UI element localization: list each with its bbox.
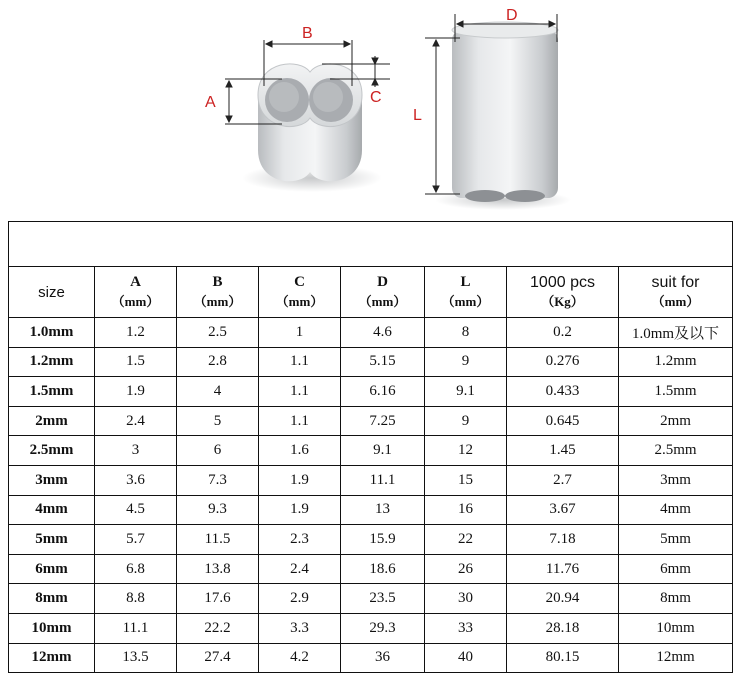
- cell-b: 22.2: [177, 613, 259, 643]
- header-label: C: [294, 274, 305, 290]
- cell-weight-1000pcs: 7.18: [507, 525, 619, 555]
- sleeve-end-view: [242, 64, 382, 192]
- cell-size: 1.0mm: [9, 318, 95, 348]
- cell-weight-1000pcs: 0.645: [507, 406, 619, 436]
- cell-size: 1.5mm: [9, 377, 95, 407]
- cell-b: 6: [177, 436, 259, 466]
- table-row: [9, 613, 733, 643]
- table-row: [9, 377, 733, 407]
- cell-size: 10mm: [9, 613, 95, 643]
- cell-d: 6.16: [341, 377, 425, 407]
- cell-l: 9.1: [425, 377, 507, 407]
- table-row: [9, 495, 733, 525]
- header-unit: （mm）: [441, 294, 490, 309]
- cell-b: 5: [177, 406, 259, 436]
- cell-weight-1000pcs: 1.45: [507, 436, 619, 466]
- cell-size: 2.5mm: [9, 436, 95, 466]
- cell-size: 1.2mm: [9, 347, 95, 377]
- cell-c: 1.9: [259, 465, 341, 495]
- cell-a: 3: [95, 436, 177, 466]
- cell-d: 18.6: [341, 554, 425, 584]
- cell-l: 9: [425, 347, 507, 377]
- header-unit: （mm）: [111, 294, 160, 309]
- cell-l: 12: [425, 436, 507, 466]
- cell-c: 1: [259, 318, 341, 348]
- header-size: [9, 267, 95, 318]
- cell-size: 8mm: [9, 584, 95, 614]
- header-label: suit for: [651, 274, 700, 291]
- cell-c: 1.1: [259, 377, 341, 407]
- cell-l: 40: [425, 643, 507, 673]
- cell-b: 2.8: [177, 347, 259, 377]
- cell-weight-1000pcs: 0.276: [507, 347, 619, 377]
- cell-a: 11.1: [95, 613, 177, 643]
- cell-suit-for: 2mm: [619, 406, 733, 436]
- header-label: D: [377, 274, 388, 290]
- cell-d: 4.6: [341, 318, 425, 348]
- sleeve-side-view: [435, 22, 571, 210]
- header-unit: （mm）: [275, 294, 324, 309]
- header-label: 1000 pcs: [530, 274, 595, 291]
- cell-size: 6mm: [9, 554, 95, 584]
- cell-b: 11.5: [177, 525, 259, 555]
- header-c: [259, 267, 341, 318]
- cell-suit-for: 5mm: [619, 525, 733, 555]
- cell-size: 3mm: [9, 465, 95, 495]
- cell-weight-1000pcs: 80.15: [507, 643, 619, 673]
- cell-suit-for: 1.2mm: [619, 347, 733, 377]
- cell-weight-1000pcs: 2.7: [507, 465, 619, 495]
- header-l: [425, 267, 507, 318]
- table-row: [9, 643, 733, 673]
- cell-d: 29.3: [341, 613, 425, 643]
- cell-c: 3.3: [259, 613, 341, 643]
- header-label: B: [212, 274, 223, 290]
- header-unit: （mm）: [651, 294, 700, 309]
- cell-b: 2.5: [177, 318, 259, 348]
- cell-suit-for: 3mm: [619, 465, 733, 495]
- cell-c: 2.4: [259, 554, 341, 584]
- header-weight: [507, 267, 619, 318]
- cell-weight-1000pcs: 0.433: [507, 377, 619, 407]
- cell-c: 2.3: [259, 525, 341, 555]
- table-row: [9, 436, 733, 466]
- cell-l: 33: [425, 613, 507, 643]
- cell-weight-1000pcs: 3.67: [507, 495, 619, 525]
- cell-weight-1000pcs: 0.2: [507, 318, 619, 348]
- cell-c: 4.2: [259, 643, 341, 673]
- cell-a: 8.8: [95, 584, 177, 614]
- cell-suit-for: 1.0mm及以下: [619, 318, 733, 348]
- cell-c: 1.9: [259, 495, 341, 525]
- cell-a: 3.6: [95, 465, 177, 495]
- header-unit: （mm）: [358, 294, 407, 309]
- table-row: [9, 347, 733, 377]
- cell-b: 27.4: [177, 643, 259, 673]
- cell-d: 11.1: [341, 465, 425, 495]
- cell-weight-1000pcs: 20.94: [507, 584, 619, 614]
- cell-suit-for: 8mm: [619, 584, 733, 614]
- cell-a: 2.4: [95, 406, 177, 436]
- cell-c: 1.1: [259, 347, 341, 377]
- cell-d: 36: [341, 643, 425, 673]
- table-row: [9, 584, 733, 614]
- cell-l: 30: [425, 584, 507, 614]
- header-a: [95, 267, 177, 318]
- table-row: [9, 554, 733, 584]
- header-label: size: [38, 283, 65, 301]
- cell-size: 2mm: [9, 406, 95, 436]
- header-label: A: [130, 274, 141, 290]
- dim-label-a: A: [205, 94, 216, 111]
- dim-label-d: D: [506, 7, 518, 24]
- cell-size: 4mm: [9, 495, 95, 525]
- spec-table: [8, 221, 733, 673]
- cell-l: 9: [425, 406, 507, 436]
- table-body: [9, 222, 733, 673]
- table-row: [9, 318, 733, 348]
- header-d: [341, 267, 425, 318]
- header-unit: （mm）: [193, 294, 242, 309]
- cell-suit-for: 1.5mm: [619, 377, 733, 407]
- cell-d: 23.5: [341, 584, 425, 614]
- cell-c: 1.1: [259, 406, 341, 436]
- cell-l: 8: [425, 318, 507, 348]
- table-row: [9, 525, 733, 555]
- cell-a: 1.9: [95, 377, 177, 407]
- header-unit: （Kg）: [541, 294, 584, 309]
- table-row: [9, 465, 733, 495]
- header-suit-for: [619, 267, 733, 318]
- cell-size: 5mm: [9, 525, 95, 555]
- cell-suit-for: 6mm: [619, 554, 733, 584]
- cell-size: 12mm: [9, 643, 95, 673]
- cell-weight-1000pcs: 11.76: [507, 554, 619, 584]
- cell-l: 26: [425, 554, 507, 584]
- dim-label-c: C: [370, 89, 382, 106]
- cell-d: 13: [341, 495, 425, 525]
- cell-a: 6.8: [95, 554, 177, 584]
- dim-label-l: L: [413, 107, 422, 124]
- cell-b: 17.6: [177, 584, 259, 614]
- cell-suit-for: 2.5mm: [619, 436, 733, 466]
- cell-d: 15.9: [341, 525, 425, 555]
- cell-a: 5.7: [95, 525, 177, 555]
- dim-label-b: B: [302, 25, 313, 42]
- header-label: L: [460, 274, 471, 290]
- cell-c: 2.9: [259, 584, 341, 614]
- header-b: [177, 267, 259, 318]
- cell-b: 9.3: [177, 495, 259, 525]
- table-row: [9, 406, 733, 436]
- cell-d: 5.15: [341, 347, 425, 377]
- table-caption: [9, 222, 733, 267]
- table-caption-row: [9, 222, 733, 267]
- cell-b: 7.3: [177, 465, 259, 495]
- product-figure: [0, 0, 740, 220]
- cell-b: 4: [177, 377, 259, 407]
- cell-l: 22: [425, 525, 507, 555]
- cell-a: 4.5: [95, 495, 177, 525]
- cell-a: 1.2: [95, 318, 177, 348]
- cell-c: 1.6: [259, 436, 341, 466]
- cell-a: 13.5: [95, 643, 177, 673]
- cell-suit-for: 4mm: [619, 495, 733, 525]
- cell-a: 1.5: [95, 347, 177, 377]
- cell-suit-for: 12mm: [619, 643, 733, 673]
- cell-d: 9.1: [341, 436, 425, 466]
- cell-l: 15: [425, 465, 507, 495]
- table-header-row: [9, 267, 733, 318]
- cell-weight-1000pcs: 28.18: [507, 613, 619, 643]
- cell-d: 7.25: [341, 406, 425, 436]
- cell-l: 16: [425, 495, 507, 525]
- cell-b: 13.8: [177, 554, 259, 584]
- cell-suit-for: 10mm: [619, 613, 733, 643]
